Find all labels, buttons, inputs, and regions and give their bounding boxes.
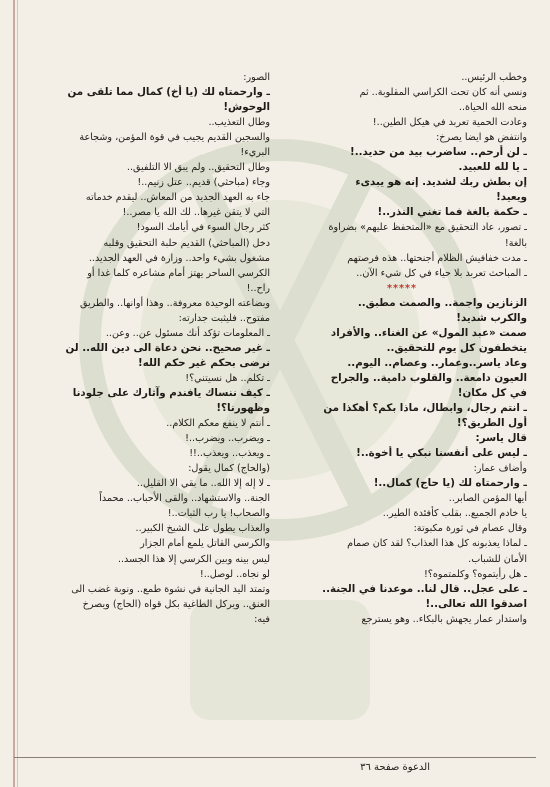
text-line: إن بطش ربك لشديد. إنه هو يبدىء [355, 176, 527, 189]
text-line: وأضاف عمار: [473, 463, 527, 475]
text-line: الوحوش! [223, 101, 270, 114]
text-line: وعاد ياسر..وعمار.. وعصام.. اليوم.. [347, 356, 527, 369]
text-line: ـ لماذا يعذبونه كل هذا العذاب؟ لقد كان صمام [347, 538, 527, 550]
text-line: وطال التعذيب.. [208, 117, 270, 129]
text-line: ليس بينه وبين الكرسي إلا هذا الجسد.. [117, 553, 270, 565]
text-line: الأمان للشباب. [468, 553, 527, 565]
text-line: ـ مدت خفافيش الظلام أجنحتها.. هذه فرصتهم [347, 252, 527, 264]
text-line: وبضاعته الوحيدة معروفة.. وهذا أوانها.. والطريق [79, 297, 270, 309]
text-line: والصحاب! يا رب الثبات..! [167, 508, 270, 520]
text-line: ـ ويضرب.. ويضرب..! [185, 433, 270, 445]
text-line: جاء به العهد الجديد من المعاش.. ليقدم خدماته [85, 192, 270, 204]
article-column-left [22, 70, 270, 627]
text-line: فيه: [254, 613, 270, 625]
text-line: الكرسي الساحر يهتز أمام مشاعره كلما غدا أو [87, 267, 270, 279]
text-line: ـ على عجل.. قال لنا.. موعدنا في الجنة.. [322, 582, 527, 595]
text-line: وظهورنا؟! [216, 402, 270, 415]
text-line: ـ انتم رجال، وابطال، ماذا بكم؟ أهكذا من [323, 402, 527, 415]
text-line: لو نجاه.. لوصل..! [199, 568, 270, 580]
text-line: ـ ليس على أنفسنا نبكي يا أخوة..! [356, 447, 527, 460]
footer-divider [14, 757, 536, 758]
text-line: صمت «عبد المول» عن الغناء.. والأفراد [330, 326, 527, 339]
text-line: وخطب الرئيس.. [461, 72, 527, 83]
text-line: كثر رجال السوء في أيامك السود! [136, 222, 270, 234]
section-separator: ***** [386, 282, 418, 294]
text-line: وقال عصام في ثورة مكبوتة: [413, 523, 527, 535]
text-line: الزنازين واجمة.. والصمت مطبق.. [357, 296, 527, 309]
text-line: ـ ويعذب.. ويعذب..!! [189, 448, 270, 460]
text-line: ـ غير صحيح.. نحن دعاة الى دين الله.. لن [65, 341, 270, 354]
text-line: وانتفض هو ايضا يصرخ: [436, 132, 527, 144]
text-line: ـ هل رأيتموه؟ وكلمتموه؟! [423, 568, 527, 580]
text-line: ـ حكمة بالغة فما تغني النذر..! [377, 206, 527, 219]
text-line: العنق.. ويركل الطاغية بكل قواه (الحاج) ويصرخ [82, 598, 270, 610]
text-line: مشغول بشيء واحد.. وزارة في العهد الجديد.. [88, 252, 270, 264]
text-line: ـ تكلم.. هل نسيتني؟! [185, 372, 270, 384]
text-line: والكرسي القاتل يلمع أمام الجزار [140, 538, 270, 550]
text-line: يا خادم الجميع.. بقلب كأفئدة الطير.. [382, 508, 527, 520]
text-line: بالغة! [504, 237, 527, 249]
text-line: ـ لن أرحم.. ساضرب بيد من حديد..! [350, 146, 527, 159]
text-line: راح..! [246, 282, 270, 294]
text-line: اصدقوا الله تعالى..! [425, 597, 527, 610]
text-line: دخل (المباحثي) القديم حلبة التحقيق وقلبه [103, 237, 270, 249]
text-line: التي لا يتقن غيرها.. لك الله يا مصر..! [122, 207, 270, 219]
text-line: نرضى بحكم غير حكم الله! [138, 356, 270, 369]
text-line: ـ المعلومات تؤكد أنك مسئول عن.. وعن.. [105, 327, 270, 339]
text-line: وجاء (مباحثي) قديم.. عتل زنيم..! [137, 177, 270, 189]
text-line: ونسي أنه كان تحت الكراسي المقلوبة.. ثم [359, 87, 527, 99]
margin-rule [13, 0, 15, 787]
text-line: (والحاج) كمال يقول: [188, 463, 270, 475]
text-line: يتخطفون كل يوم للتحقيق.. [386, 341, 527, 354]
text-line: وعادت الحمية تعربد في هيكل الطين..! [372, 117, 527, 129]
text-line: واستدار عمار يجهش بالبكاء.. وهو يسترجع [361, 613, 527, 625]
text-line: منحه الله الحياة.. [458, 102, 527, 114]
text-line: ويعيد! [496, 191, 527, 204]
text-line: قال ياسر: [475, 432, 527, 445]
margin-rule-inner [17, 0, 18, 787]
text-line: ـ لا إله إلا الله.. ما بقي الا القليل.. [136, 478, 270, 490]
text-line: الجنة.. والاستشهاد.. والقى الأحباب.. محمداً [99, 493, 270, 505]
text-line: ـ وارحمتاه لك (يا أخ) كمال مما تلقى من [67, 86, 270, 99]
text-line: ـ تصور، عاد التحقيق مع «المتحفظ عليهم» بضراوة [328, 222, 527, 234]
text-line: ـ وارحمتاه لك (يا حاج) كمال..! [373, 477, 527, 490]
text-line: أول الطريق؟! [456, 417, 527, 430]
text-line: والكرب شديد! [456, 311, 527, 324]
text-line: مفتوح.. فليثبت جدارته: [178, 312, 270, 324]
article-column-right [277, 70, 527, 627]
text-line: وطال التحقيق.. ولم يبق الا التلفيق.. [126, 162, 270, 174]
text-line: البريء! [240, 147, 270, 159]
text-line: والعذاب يطول على الشيخ الكبير.. [135, 523, 270, 535]
text-line: ـ كيف ننساك يافندم وآثارك على جلودنا [72, 386, 270, 399]
text-line: في كل مكان! [457, 386, 527, 399]
text-line: الصور: [243, 72, 270, 83]
text-line: العيون دامعة.. والقلوب دامية.. والجراح [330, 371, 527, 384]
text-line: ـ يا لله للعبيد. [458, 161, 527, 174]
text-line: ـ أنتم لا ينفع معكم الكلام.. [166, 418, 270, 430]
text-line: أيها المؤمن الصابر.. [448, 493, 527, 505]
text-line: ـ المباحث تعربد بلا حياء في كل شيء الآن.. [356, 267, 527, 279]
text-line: والسجين القديم يجيب في قوة المؤمن، وشجاعة [79, 132, 270, 144]
page-footer: الدعوة صفحة ٣٦ [360, 762, 430, 773]
text-line: وتمتد اليد الجانية في نشوة طمع.. ونوبة غضب الى [71, 583, 270, 595]
